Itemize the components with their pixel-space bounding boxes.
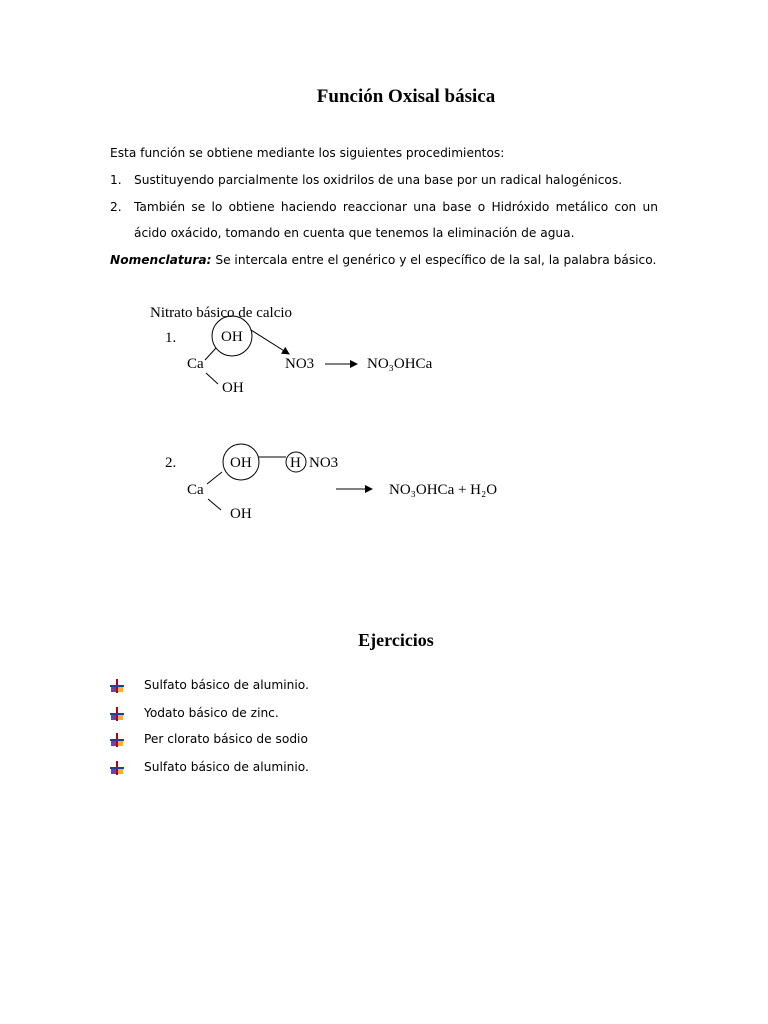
- nomenclature-text: Se intercala entre el genérico y el específico de la sal, la palabra básico.: [211, 253, 657, 267]
- exercises-title: Ejercicios: [358, 630, 434, 650]
- bond-line: [207, 472, 222, 484]
- procedure-1-number: 1.: [110, 173, 122, 187]
- procedure-2-text-line2: ácido oxácido, tomando en cuenta que tenemos la eliminación de agua.: [134, 226, 575, 240]
- reaction-1-curved-arrow: [251, 330, 289, 354]
- reaction-2-oh-top: OH: [230, 455, 252, 471]
- colored-bullet-icon: [110, 679, 124, 693]
- document-title: Función Oxisal básica: [316, 86, 496, 107]
- procedure-2-text-line1: También se lo obtiene haciendo reaccionar una base o Hidróxido metálico con un: [134, 200, 658, 214]
- reaction-2-oh-bottom: OH: [230, 506, 252, 522]
- colored-bullet-icon: [110, 761, 124, 775]
- bond-line: [206, 373, 218, 384]
- exercise-label: Yodato básico de zinc.: [144, 706, 279, 720]
- exercise-label: Sulfato básico de aluminio.: [144, 760, 309, 774]
- reaction-1-number: 1.: [165, 330, 177, 346]
- reaction-1-product: NO₃OHCa: [367, 356, 433, 372]
- bond-line: [205, 348, 216, 360]
- reaction-2-product: NO₃OHCa + H₂O: [389, 482, 498, 498]
- reaction-2-h: H: [290, 455, 301, 471]
- nomenclature-label: Nomenclatura:: [110, 253, 212, 267]
- procedure-1-text: Sustituyendo parcialmente los oxidrilos de una base por un radical halogénicos.: [134, 173, 623, 187]
- reaction-1-oh-top: OH: [221, 329, 243, 345]
- colored-bullet-icon: [110, 733, 124, 747]
- procedure-2-number: 2.: [110, 200, 122, 214]
- diagram-title: Nitrato básico de calcio: [150, 305, 293, 321]
- bond-line: [208, 499, 221, 510]
- colored-bullet-icon: [110, 707, 124, 721]
- reaction-1-ca: Ca: [187, 356, 204, 372]
- reaction-1-oh-bottom: OH: [222, 380, 244, 396]
- intro-text: Esta función se obtiene mediante los siguientes procedimientos:: [110, 146, 505, 160]
- reaction-2-ca: Ca: [187, 482, 204, 498]
- exercise-label: Per clorato básico de sodio: [144, 732, 308, 746]
- reaction-1-reagent: NO3: [285, 356, 315, 372]
- exercise-label: Sulfato básico de aluminio.: [144, 678, 309, 692]
- reaction-2-number: 2.: [165, 455, 177, 471]
- reaction-2-no3: NO3: [309, 455, 339, 471]
